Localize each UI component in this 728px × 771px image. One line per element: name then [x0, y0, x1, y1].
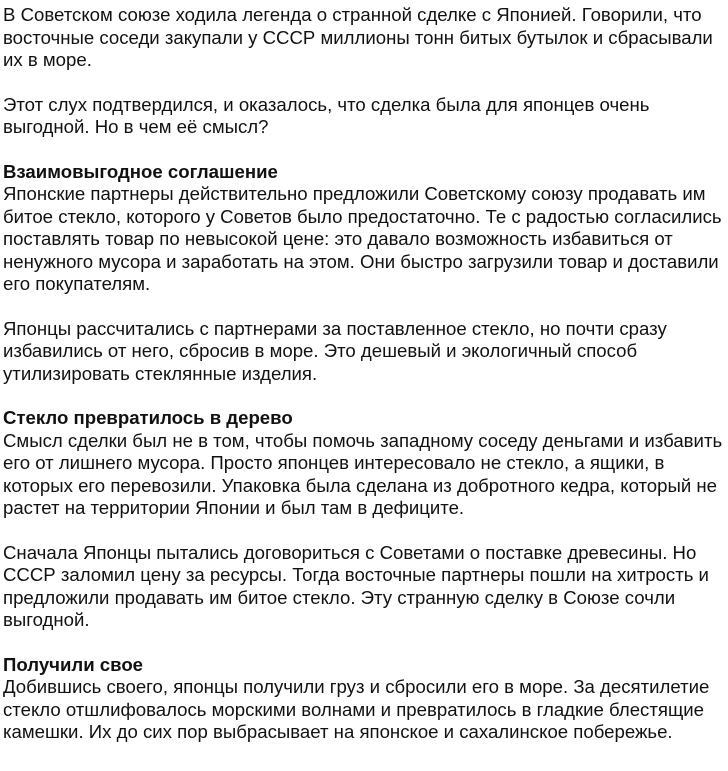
section-1: [3, 161, 728, 386]
section-3: [3, 654, 728, 744]
intro-paragraph-2: Этот слух подтвердился, и оказалось, что сделка была для японцев очень выгодной. Но в чем её смысл?: [3, 93, 650, 137]
section-paragraph: Сначала Японцы пытались договориться с Советами о поставке древесины. Но СССР заломил цену за ресурсы. Тогда восточные партнеры пошли на хитрость и предложили продавать им битое стекло. Эту странную сделку в Союзе сочли выгодной.: [3, 541, 709, 630]
section-paragraph: Японцы рассчитались с партнерами за поставленное стекло, но почти сразу избавились от него, сбросив в море. Это дешевый и экологичный способ утилизировать стеклянные изделия.: [3, 317, 667, 384]
section-heading: Получили свое: [3, 653, 144, 675]
section-paragraph: Смысл сделки был не в том, чтобы помочь западному соседу деньгами и избавить его от лишнего мусора. Просто японцев интересовало не стекло, а ящики, в которых его перевозили. Упаковка была сделана из добротного кедра, который не растет на территории Японии и был там в дефиците.: [3, 429, 723, 518]
section-heading: Стекло превратилось в дерево: [3, 407, 293, 428]
section-2: [3, 407, 728, 632]
intro-paragraph-1: В Советском союзе ходила легенда о странной сделке с Японией. Говорили, что восточные соседи закупали у СССР миллионы тонн битых бутылок и сбрасывали их в море.: [3, 4, 713, 70]
section-paragraph: Японские партнеры действительно предложили Советскому союзу продавать им битое стекло, которого у Советов было предостаточно. Те с радостью согласились поставлять товар по невысокой цене: это давало возможность избавиться от ненужного мусора и заработать на этом. Они быстро загрузили товар и доставили его покупателям.: [3, 183, 722, 294]
section-paragraph: Добившись своего, японцы получили груз и сбросили его в море. За десятилетие стекло отшлифовалось морскими волнами и превратилось в гладкие блестящие камешки. Их до сих пор выбрасывает на японское и сахалинское побережье.: [3, 676, 710, 742]
section-heading: Взаимовыгодное соглашение: [3, 160, 278, 182]
